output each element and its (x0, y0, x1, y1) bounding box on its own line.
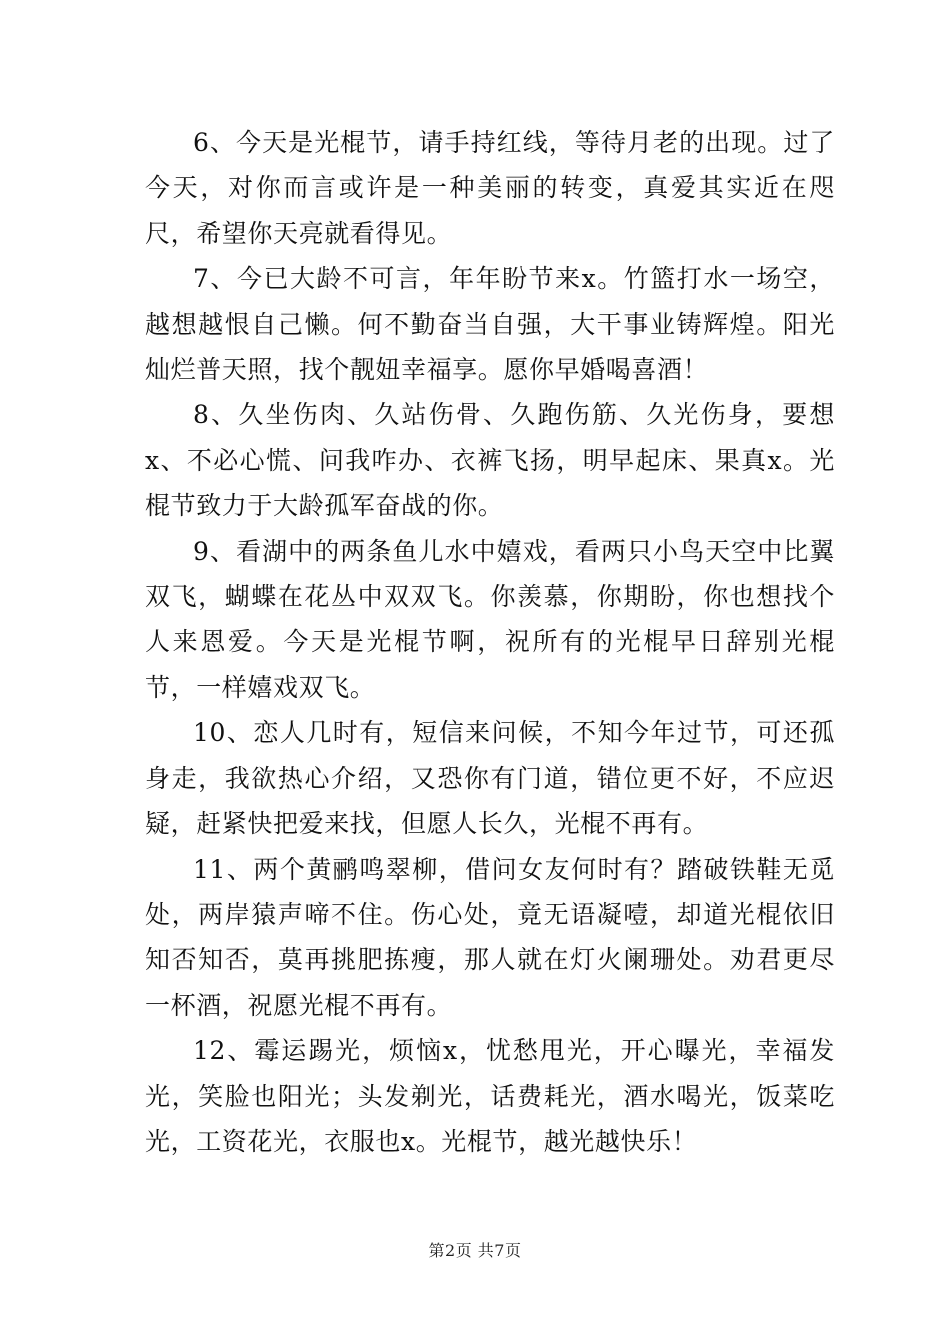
paragraph-9: 9、看湖中的两条鱼儿水中嬉戏，看两只小鸟天空中比翼双飞，蝴蝶在花丛中双双飞。你羡慕，你期盼，你也想找个人来恩爱。今天是光棍节啊，祝所有的光棍早日辞别光棍节，一样嬉戏双飞。 (145, 536, 835, 702)
paragraph-12: 12、霉运踢光，烦恼x，忧愁甩光，开心曝光，幸福发光，笑脸也阳光；头发剃光，话费耗光，酒水喝光，饭菜吃光，工资花光，衣服也x。光棍节，越光越快乐！ (145, 1036, 835, 1156)
paragraph-10: 10、恋人几时有，短信来问候，不知今年过节，可还孤身走，我欲热心介绍，又恐你有门道，错位更不好，不应迟疑，赶紧快把爱来找，但愿人长久，光棍不再有。 (145, 718, 835, 839)
paragraph-7: 7、今已大龄不可言，年年盼节来x。竹篮打水一场空，越想越恨自己懒。何不勤奋当自强，大干事业铸辉煌。阳光灿烂普天照，找个靓妞幸福享。愿你早婚喝喜酒！ (145, 264, 835, 385)
document-body (145, 120, 835, 1164)
page-number-footer: 第2页 共7页 (428, 1241, 522, 1260)
paragraph-8: 8、久坐伤肉、久站伤骨、久跑伤筋、久光伤身，要想x、不必心慌、问我咋办、衣裤飞扬，明早起床、果真x。光棍节致力于大龄孤军奋战的你。 (145, 400, 835, 521)
paragraph-6: 6、今天是光棍节，请手持红线，等待月老的出现。过了今天，对你而言或许是一种美丽的转变，真爱其实近在咫尺，希望你天亮就看得见。 (145, 128, 835, 248)
paragraph-11: 11、两个黄鹂鸣翠柳，借问女友何时有？踏破铁鞋无觅处，两岸猿声啼不住。伤心处，竟无语凝噎，却道光棍依旧知否知否，莫再挑肥拣瘦，那人就在灯火阑珊处。劝君更尽一杯酒，祝愿光棍不再有。 (145, 854, 835, 1020)
